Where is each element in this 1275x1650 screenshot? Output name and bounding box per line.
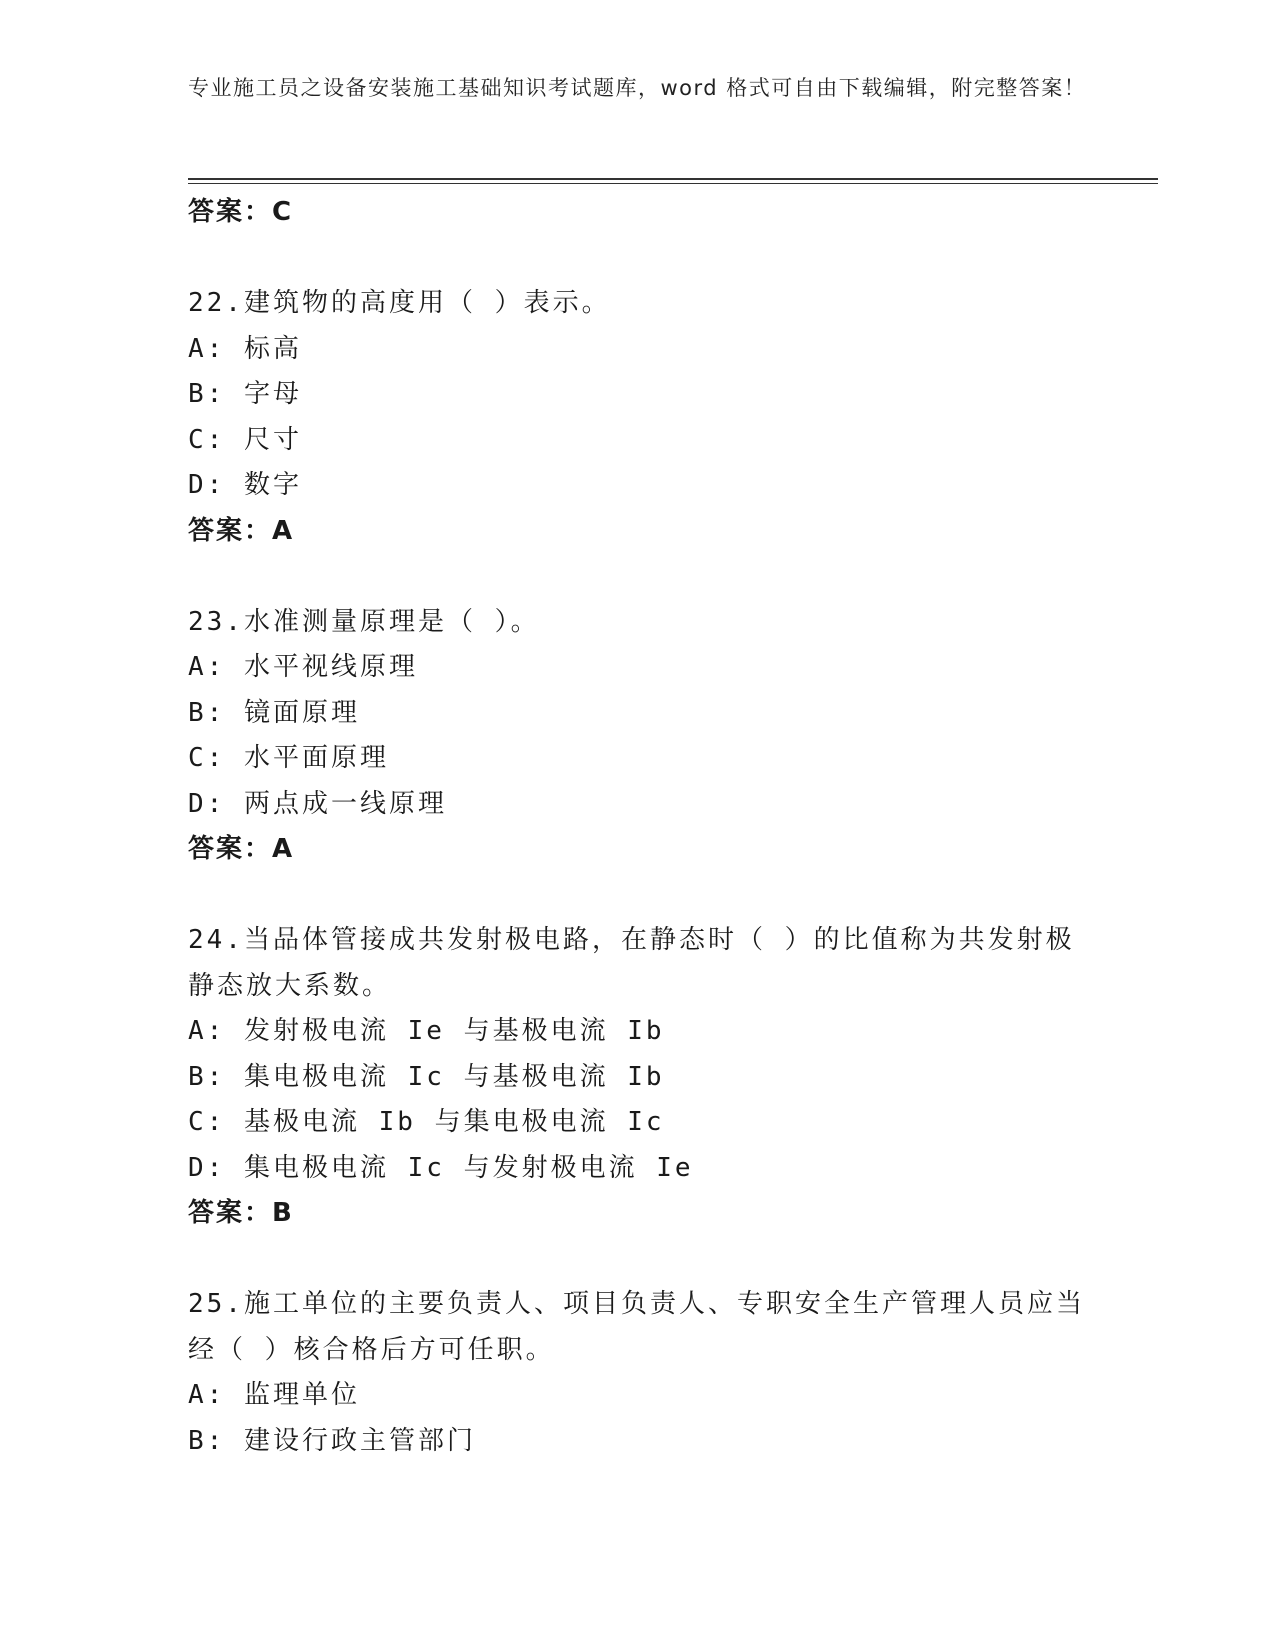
previous-answer: 答案：C (188, 197, 294, 227)
option-b: B: 建设行政主管部门 (188, 1425, 476, 1456)
header-divider-thin (188, 183, 1158, 184)
question-22 (188, 281, 1088, 554)
header-divider-thick (188, 178, 1158, 180)
option-a: A: 监理单位 (188, 1380, 360, 1410)
question-23 (188, 600, 1088, 873)
spacer (188, 873, 1088, 919)
question-text: 25.施工单位的主要负责人、项目负责人、专职安全生产管理人员应当经（ ）核合格后方可任职。 (188, 1289, 1085, 1365)
option-b: B: 镜面原理 (188, 697, 360, 728)
spacer (188, 236, 1088, 282)
answer: 答案：B (188, 1198, 294, 1228)
document-body (188, 190, 1088, 1464)
option-d: D: 两点成一线原理 (188, 788, 447, 819)
question-text: 24.当品体管接成共发射极电路，在静态时（ ）的比值称为共发射极静态放大系数。 (188, 925, 1075, 1001)
question-text: 23.水准测量原理是（ ）。 (188, 606, 540, 637)
option-b: B: 字母 (188, 379, 302, 409)
answer: 答案：A (188, 834, 295, 864)
option-a: A: 发射极电流 Ie 与基极电流 Ib (188, 1016, 665, 1046)
option-c: C: 基极电流 Ib 与集电极电流 Ic (188, 1107, 665, 1137)
option-a: A: 标高 (188, 333, 302, 364)
answer: 答案：A (188, 515, 295, 546)
spacer (188, 1237, 1088, 1283)
question-text: 22.建筑物的高度用（ ）表示。 (188, 288, 611, 318)
option-c: C: 水平面原理 (188, 743, 389, 773)
question-25 (188, 1282, 1088, 1464)
question-24 (188, 918, 1088, 1237)
option-b: B: 集电极电流 Ic 与基极电流 Ib (188, 1061, 665, 1092)
option-d: D: 集电极电流 Ic 与发射极电流 Ie (188, 1152, 694, 1183)
document-header: 专业施工员之设备安装施工基础知识考试题库，word 格式可自由下载编辑，附完整答案！ (188, 76, 1087, 100)
option-a: A: 水平视线原理 (188, 652, 418, 682)
option-c: C: 尺寸 (188, 424, 302, 455)
spacer (188, 554, 1088, 600)
option-d: D: 数字 (188, 470, 302, 500)
